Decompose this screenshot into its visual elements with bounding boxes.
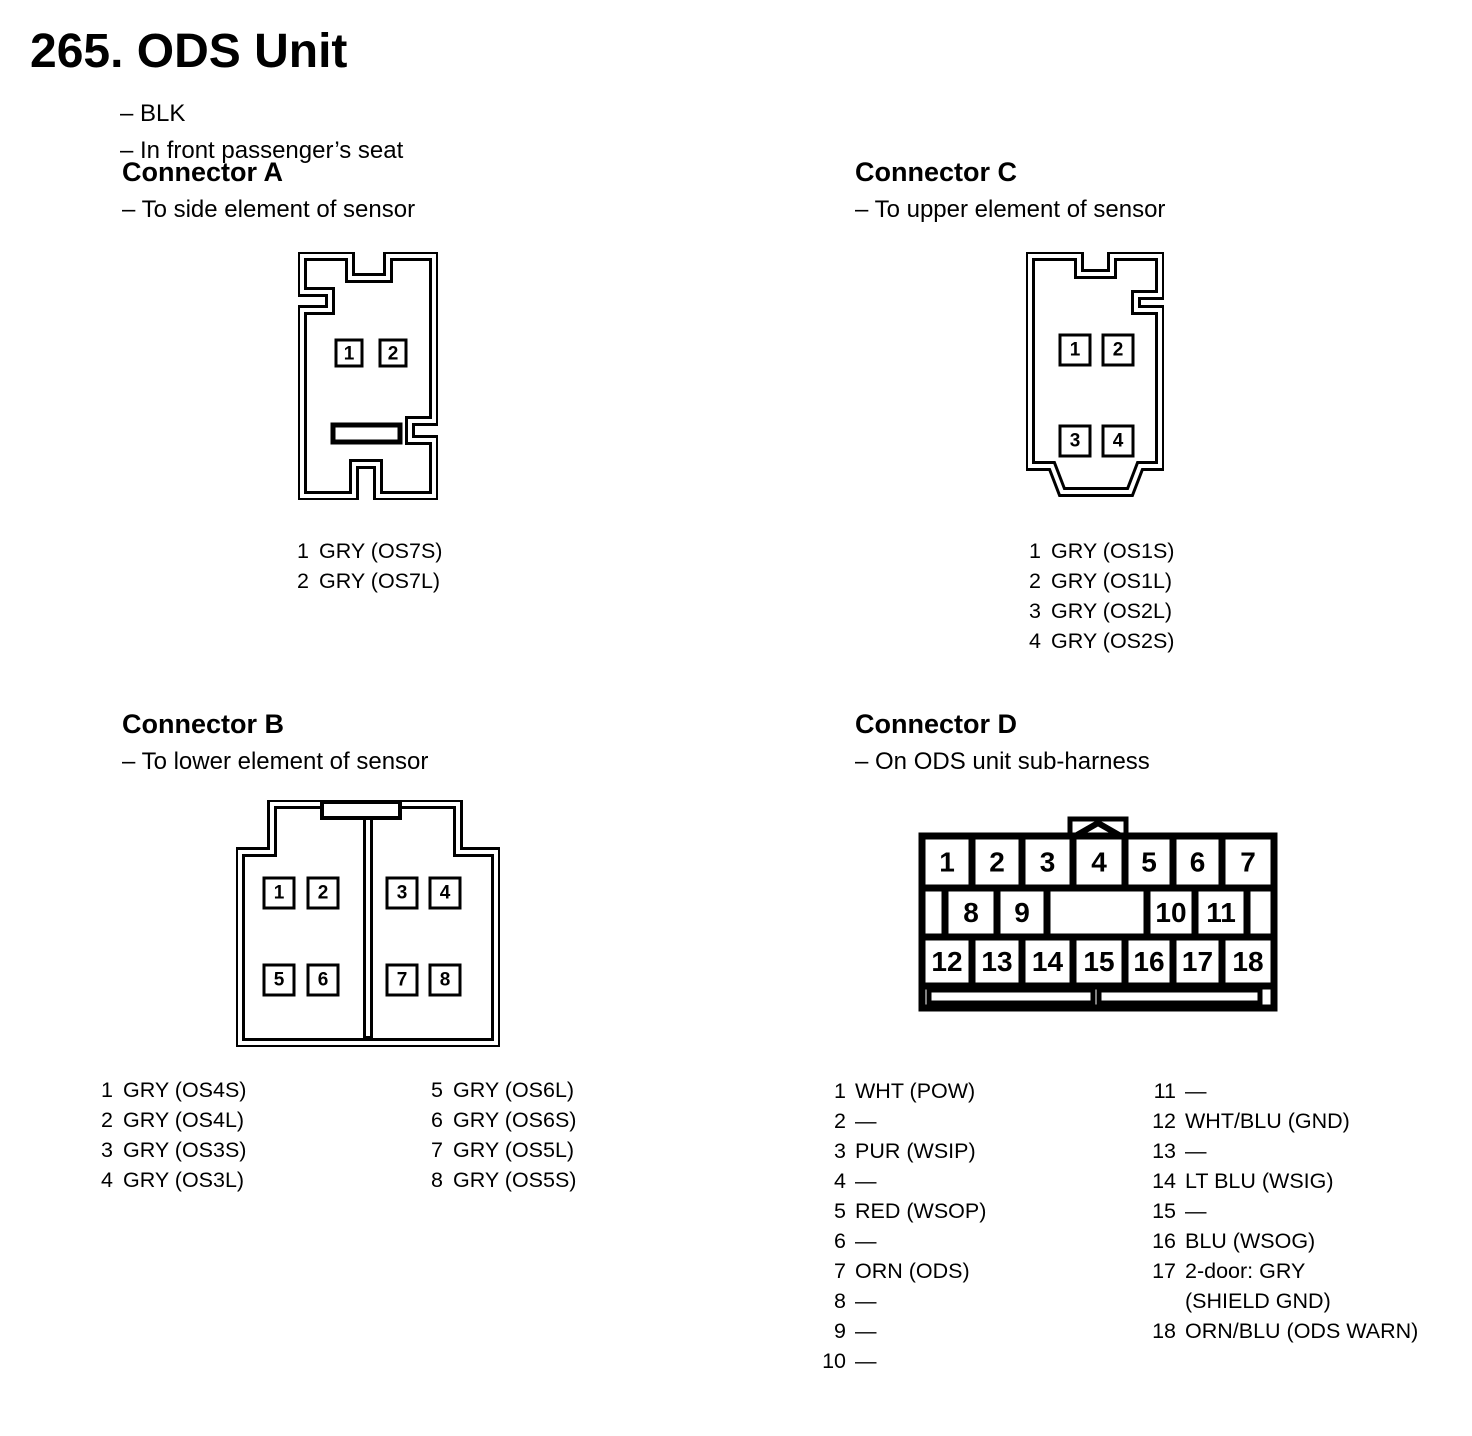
pin-number-text: 10 [1155, 897, 1187, 928]
pin-number: 4 [1029, 629, 1041, 653]
pin-number-text: 3 [1069, 430, 1081, 452]
pin-number-text: 7 [1240, 846, 1256, 878]
pin-number: 3 [101, 1138, 113, 1162]
pin-row [816, 1346, 986, 1376]
pin-number-text: 4 [439, 882, 451, 904]
pin-number: 7 [834, 1259, 846, 1283]
pin-row [96, 1165, 246, 1195]
pin-label: — [855, 1289, 877, 1313]
pin-number [1146, 1286, 1176, 1316]
pin-number-text: 5 [273, 969, 285, 991]
connector-b-title: Connector B [122, 709, 284, 739]
pin-label: GRY (OS4S) [123, 1078, 247, 1102]
pin-number: 5 [431, 1078, 443, 1102]
pin-row [1146, 1226, 1418, 1256]
pin-number-text: 4 [1112, 430, 1124, 452]
pin-row-continuation [1146, 1286, 1418, 1316]
pin-label: RED (WSOP) [855, 1199, 987, 1223]
pin-row [426, 1075, 576, 1105]
pin-row [1146, 1136, 1418, 1166]
pin-label: GRY (OS7L) [319, 569, 441, 593]
pin-label: WHT/BLU (GND) [1185, 1109, 1350, 1133]
pin-row [816, 1076, 986, 1106]
pin-row [816, 1286, 986, 1316]
pin-row [426, 1165, 576, 1195]
pin-row [1024, 536, 1174, 566]
pin-label: — [1185, 1079, 1207, 1103]
pin-number-text: 8 [439, 969, 451, 991]
connector-b-pin-list-right [426, 1075, 576, 1195]
pin-label: GRY (OS7S) [319, 539, 443, 563]
connector-a-pin-list [292, 536, 442, 596]
pin-row [1146, 1316, 1418, 1346]
pin-row [816, 1196, 986, 1226]
connector-d-pin-list-left [816, 1076, 986, 1376]
pin-number: 1 [297, 539, 309, 563]
pin-label: WHT (POW) [855, 1079, 976, 1103]
pin-number-text: 11 [1206, 897, 1236, 928]
connector-b-keyway-slot [322, 802, 400, 818]
pin-row [1024, 566, 1174, 596]
connector-d-diagram [918, 816, 1278, 1016]
pin-number-text: 12 [931, 946, 963, 977]
pin-number: 8 [834, 1289, 846, 1313]
pin-number: 16 [1152, 1229, 1176, 1253]
pin-number: 5 [834, 1199, 846, 1223]
pin-label: — [855, 1229, 877, 1253]
pin-number: 1 [101, 1078, 113, 1102]
pin-row [1146, 1076, 1418, 1106]
pin-number-text: 1 [343, 343, 355, 365]
pin-label: — [1185, 1199, 1207, 1223]
pin-row [1146, 1166, 1418, 1196]
pin-row [96, 1075, 246, 1105]
pin-label: — [855, 1349, 877, 1373]
pin-row [426, 1135, 576, 1165]
pin-number-text: 2 [1112, 339, 1124, 361]
pin-number: 4 [101, 1168, 113, 1192]
pin-number-text: 15 [1083, 946, 1115, 977]
connector-c-subtitle: – To upper element of sensor [855, 196, 1166, 223]
pin-number-text: 18 [1232, 946, 1264, 977]
pin-number-text: 17 [1181, 946, 1214, 977]
pin-label: (SHIELD GND) [1185, 1289, 1331, 1313]
pin-number-text: 1 [1069, 339, 1081, 361]
connector-b-pin-list-left [96, 1075, 246, 1195]
pin-number-text: 1 [939, 846, 955, 878]
pin-number: 17 [1152, 1259, 1176, 1283]
pin-label: ORN (ODS) [855, 1259, 970, 1283]
pin-row [816, 1256, 986, 1286]
pin-number: 1 [1029, 539, 1041, 563]
connector-a-subtitle: – To side element of sensor [122, 196, 416, 223]
pin-number: 15 [1152, 1199, 1176, 1223]
pin-number: 11 [1153, 1079, 1176, 1103]
connector-d-pin-list-right [1146, 1076, 1418, 1346]
pin-label: — [855, 1109, 877, 1133]
pin-number: 3 [1029, 599, 1041, 623]
pin-label: BLU (WSOG) [1185, 1229, 1316, 1253]
pin-number: 12 [1152, 1109, 1176, 1133]
pin-number: 4 [834, 1169, 846, 1193]
pin-number-text: 1 [273, 882, 285, 904]
pin-number: 3 [834, 1139, 846, 1163]
pin-number-text: 2 [387, 343, 399, 365]
pin-label: GRY (OS3S) [123, 1138, 247, 1162]
pin-number-text: 8 [963, 897, 979, 928]
pin-number: 2 [1029, 569, 1041, 593]
pin-row [96, 1135, 246, 1165]
pin-number: 18 [1152, 1319, 1176, 1343]
pin-label: GRY (OS5S) [453, 1168, 577, 1192]
pin-number: 2 [297, 569, 309, 593]
pin-row [292, 536, 442, 566]
note-line: – BLK [120, 100, 186, 127]
pin-row [96, 1105, 246, 1135]
pin-label: GRY (OS1S) [1051, 539, 1175, 563]
pin-label: GRY (OS2S) [1051, 629, 1175, 653]
pin-number: 13 [1152, 1139, 1176, 1163]
connector-c-pin-list [1024, 536, 1174, 656]
pin-label: GRY (OS4L) [123, 1108, 245, 1132]
pin-label: GRY (OS2L) [1051, 599, 1173, 623]
pin-number-text: 3 [396, 882, 408, 904]
pin-number: 7 [431, 1138, 443, 1162]
pin-number: 6 [834, 1229, 846, 1253]
pin-number: 14 [1152, 1169, 1176, 1193]
connector-d-bottom-slot [929, 990, 1093, 1003]
connector-a-diagram [298, 252, 438, 500]
pin-number-text: 7 [396, 969, 408, 991]
connector-b-subtitle: – To lower element of sensor [122, 748, 429, 775]
pin-number: 2 [834, 1109, 846, 1133]
pin-label: LT BLU (WSIG) [1185, 1169, 1334, 1193]
pin-label: GRY (OS3L) [123, 1168, 245, 1192]
connector-d-bottom-slot [1099, 990, 1260, 1003]
connector-d-title: Connector D [855, 709, 1017, 739]
pin-number-text: 2 [317, 882, 329, 904]
pin-number: 6 [431, 1108, 443, 1132]
page-title: 265. ODS Unit [30, 25, 348, 78]
pin-number: 2 [101, 1108, 113, 1132]
connector-c-diagram [1026, 252, 1164, 500]
pin-label: — [855, 1319, 877, 1343]
pin-number-text: 14 [1031, 946, 1064, 977]
connector-d-subtitle: – On ODS unit sub-harness [855, 748, 1150, 775]
pin-number-text: 5 [1141, 846, 1157, 878]
pin-label: GRY (OS6L) [453, 1078, 575, 1102]
pin-number: 8 [431, 1168, 443, 1192]
pin-row [1146, 1256, 1418, 1286]
pin-label: GRY (OS1L) [1051, 569, 1173, 593]
pin-number: 1 [834, 1079, 846, 1103]
pin-number-text: 2 [989, 846, 1005, 878]
connector-a-title: Connector A [122, 157, 283, 187]
pin-row [816, 1166, 986, 1196]
pin-row [1024, 596, 1174, 626]
note-line: – In front passenger’s seat [120, 137, 404, 164]
pin-row [816, 1106, 986, 1136]
pin-number-text: 6 [1189, 846, 1206, 878]
connector-b-diagram [236, 800, 500, 1047]
connector-a-keyway-slot [333, 425, 400, 442]
pin-row [1146, 1106, 1418, 1136]
pin-row [426, 1105, 576, 1135]
pin-label: ORN/BLU (ODS WARN) [1185, 1319, 1419, 1343]
connector-c-title: Connector C [855, 157, 1017, 187]
pin-number: 10 [822, 1349, 846, 1373]
pin-label: GRY (OS5L) [453, 1138, 575, 1162]
pin-number-text: 3 [1039, 846, 1056, 878]
pin-label: 2-door: GRY [1185, 1259, 1306, 1283]
pin-label: GRY (OS6S) [453, 1108, 577, 1132]
pin-row [816, 1226, 986, 1256]
pin-number-text: 9 [1014, 897, 1030, 928]
pin-number-text: 4 [1091, 846, 1107, 878]
pin-number-text: 13 [981, 946, 1013, 977]
pin-row [816, 1136, 986, 1166]
pin-row [1146, 1196, 1418, 1226]
pin-row [1024, 626, 1174, 656]
pin-label: PUR (WSIP) [855, 1139, 976, 1163]
pin-label: — [1185, 1139, 1207, 1163]
pin-number: 9 [834, 1319, 846, 1343]
pin-row [292, 566, 442, 596]
pin-number-text: 6 [317, 969, 329, 991]
pin-number-text: 16 [1133, 946, 1165, 977]
connector-c-outline [1030, 256, 1160, 492]
pin-label: — [855, 1169, 877, 1193]
pin-row [816, 1316, 986, 1346]
